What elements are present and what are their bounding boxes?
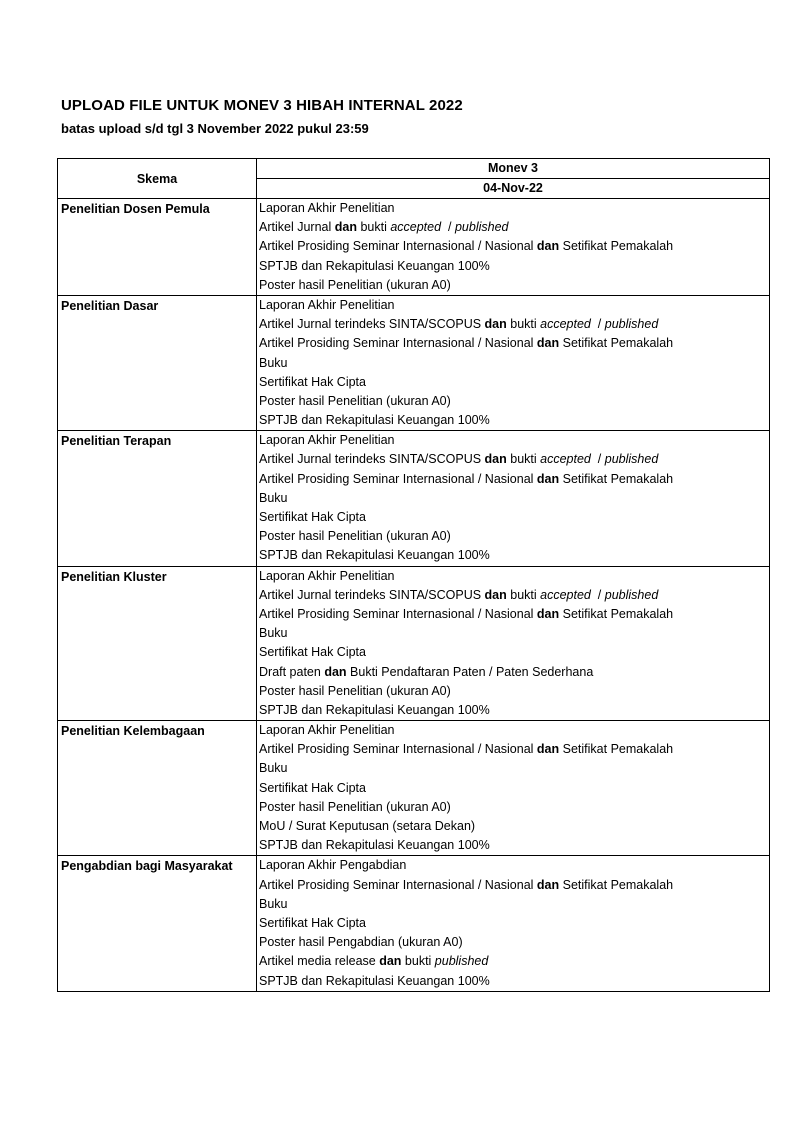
- requirement-text: SPTJB dan Rekapitulasi Keuangan 100%: [259, 838, 490, 853]
- requirement-item: [257, 682, 769, 701]
- requirement-item: [257, 489, 769, 508]
- requirement-text: MoU / Surat Keputusan (setara Dekan): [259, 819, 476, 833]
- requirement-item: [257, 470, 769, 489]
- requirement-text: Laporan Akhir Penelitian: [259, 297, 395, 312]
- requirement-item: [257, 701, 769, 720]
- requirement-text: bukti: [401, 954, 435, 969]
- requirement-item: [257, 836, 769, 855]
- requirement-item: [257, 199, 769, 218]
- requirement-text: Laporan Akhir Penelitian: [259, 201, 395, 215]
- requirement-item: [257, 237, 769, 256]
- requirement-text: Buku: [259, 761, 288, 776]
- requirement-item: [257, 276, 769, 295]
- requirement-text: Buku: [259, 626, 288, 641]
- requirement-text: Poster hasil Penelitian (ukuran A0): [259, 683, 451, 698]
- requirement-item: [257, 817, 769, 836]
- monev-table: [57, 158, 770, 992]
- requirement-item: [257, 933, 769, 952]
- requirement-text: bukti: [356, 220, 391, 235]
- table-body: [58, 199, 770, 992]
- requirement-text: SPTJB dan Rekapitulasi Keuangan 100%: [259, 258, 490, 273]
- requirement-item: [257, 546, 769, 565]
- requirement-text: published: [604, 587, 659, 602]
- requirement-item: [257, 721, 769, 740]
- requirement-item: [257, 392, 769, 411]
- requirement-text: Setifikat Pemakalah: [559, 606, 674, 621]
- table-row: [58, 566, 770, 721]
- requirement-text: Artikel Prosiding Seminar Internasional / Nasional: [259, 239, 537, 254]
- requirement-text: Sertifikat Hak Cipta: [259, 374, 366, 389]
- requirement-text: Setifikat Pemakalah: [559, 336, 674, 351]
- requirement-text: dan: [536, 606, 560, 621]
- requirements-cell: [257, 199, 770, 296]
- skema-cell: Penelitian Dosen Pemula: [58, 199, 257, 296]
- requirement-text: Artikel media release: [259, 954, 380, 969]
- requirement-text: Poster hasil Penelitian (ukuran A0): [259, 799, 451, 814]
- requirement-text: SPTJB dan Rekapitulasi Keuangan 100%: [259, 702, 490, 717]
- table-row: [58, 295, 770, 430]
- requirement-text: Sertifikat Hak Cipta: [259, 915, 366, 930]
- requirement-text: Laporan Akhir Penelitian: [259, 723, 395, 738]
- requirement-text: Laporan Akhir Penelitian: [259, 568, 395, 583]
- requirement-text: Artikel Prosiding Seminar Internasional / Nasional: [259, 877, 537, 892]
- requirement-text: Artikel Jurnal terindeks SINTA/SCOPUS: [259, 452, 485, 467]
- requirement-text: bukti: [506, 452, 541, 467]
- requirement-text: SPTJB dan Rekapitulasi Keuangan 100%: [259, 973, 490, 988]
- requirement-text: published: [604, 317, 659, 332]
- table-row: [58, 199, 770, 296]
- requirement-text: dan: [536, 336, 560, 351]
- requirement-text: Buku: [259, 355, 288, 370]
- requirement-text: /: [590, 317, 605, 332]
- requirement-item: [257, 373, 769, 392]
- requirement-item: [257, 740, 769, 759]
- requirement-text: Setifikat Pemakalah: [559, 877, 674, 892]
- requirement-text: Setifikat Pemakalah: [559, 742, 674, 757]
- requirement-text: dan: [536, 877, 560, 892]
- skema-cell: Penelitian Kluster: [58, 566, 257, 721]
- requirement-text: Poster hasil Penelitian (ukuran A0): [259, 393, 451, 408]
- requirement-item: [257, 895, 769, 914]
- column-header-skema: Skema: [58, 159, 257, 199]
- skema-cell: Penelitian Dasar: [58, 295, 257, 430]
- requirement-text: dan: [484, 452, 507, 467]
- requirement-item: [257, 586, 769, 605]
- requirement-text: bukti: [506, 317, 541, 332]
- table-row: [58, 431, 770, 566]
- requirement-text: dan: [536, 742, 560, 757]
- requirement-text: Buku: [259, 896, 288, 911]
- skema-cell: Penelitian Kelembagaan: [58, 721, 257, 856]
- requirement-item: [257, 952, 769, 971]
- requirement-item: [257, 876, 769, 895]
- requirements-cell: [257, 566, 770, 721]
- requirement-item: [257, 624, 769, 643]
- skema-cell: Penelitian Terapan: [58, 431, 257, 566]
- requirement-item: [257, 257, 769, 276]
- requirement-text: Sertifikat Hak Cipta: [259, 645, 366, 660]
- requirement-text: accepted: [540, 452, 591, 467]
- requirement-text: Poster hasil Pengabdian (ukuran A0): [259, 935, 463, 950]
- table-row: [58, 721, 770, 856]
- requirement-text: Artikel Jurnal terindeks SINTA/SCOPUS: [259, 587, 485, 602]
- requirement-item: [257, 972, 769, 991]
- requirement-text: Laporan Akhir Pengabdian: [259, 858, 407, 873]
- requirement-text: dan: [484, 317, 507, 332]
- requirement-item: [257, 567, 769, 586]
- requirement-item: [257, 411, 769, 430]
- requirement-text: Poster hasil Penelitian (ukuran A0): [259, 529, 451, 544]
- requirement-item: [257, 354, 769, 373]
- requirement-item: [257, 431, 769, 450]
- requirement-item: [257, 643, 769, 662]
- requirement-text: Artikel Jurnal: [259, 220, 335, 235]
- requirement-text: Setifikat Pemakalah: [559, 471, 674, 486]
- requirement-text: dan: [334, 220, 357, 235]
- requirement-text: dan: [324, 664, 347, 679]
- requirement-item: [257, 605, 769, 624]
- requirement-text: dan: [484, 587, 507, 602]
- requirements-cell: [257, 295, 770, 430]
- requirement-text: Sertifikat Hak Cipta: [259, 780, 366, 795]
- requirement-item: [257, 914, 769, 933]
- requirement-item: [257, 663, 769, 682]
- requirement-text: /: [441, 220, 455, 235]
- requirement-text: dan: [536, 471, 560, 486]
- requirement-text: Bukti Pendaftaran Paten / Paten Sederhana: [346, 664, 594, 679]
- requirement-item: [257, 218, 769, 237]
- requirement-text: published: [454, 220, 509, 235]
- requirements-cell: [257, 431, 770, 566]
- requirement-item: [257, 527, 769, 546]
- column-header-monev: Monev 3: [257, 159, 770, 179]
- requirement-item: [257, 296, 769, 315]
- requirement-text: accepted: [540, 317, 591, 332]
- requirement-text: Buku: [259, 490, 288, 505]
- page-title: UPLOAD FILE UNTUK MONEV 3 HIBAH INTERNAL 2022: [61, 97, 463, 114]
- requirement-text: published: [604, 452, 659, 467]
- requirement-text: published: [434, 954, 489, 969]
- requirement-item: [257, 450, 769, 469]
- requirement-text: /: [590, 452, 605, 467]
- requirement-text: accepted: [390, 220, 442, 235]
- column-header-date: 04-Nov-22: [257, 179, 770, 199]
- requirement-item: [257, 759, 769, 778]
- requirement-item: [257, 508, 769, 527]
- requirement-text: Artikel Prosiding Seminar Internasional / Nasional: [259, 742, 537, 757]
- requirement-text: Poster hasil Penelitian (ukuran A0): [259, 277, 451, 292]
- requirement-text: Laporan Akhir Penelitian: [259, 433, 395, 448]
- requirement-text: dan: [379, 954, 402, 969]
- requirement-item: [257, 315, 769, 334]
- requirement-text: Artikel Jurnal terindeks SINTA/SCOPUS: [259, 317, 485, 332]
- requirement-text: Sertifikat Hak Cipta: [259, 510, 366, 524]
- requirement-text: Artikel Prosiding Seminar Internasional / Nasional: [259, 336, 537, 351]
- requirements-cell: [257, 721, 770, 856]
- requirement-text: dan: [536, 239, 560, 254]
- requirement-text: accepted: [540, 587, 591, 602]
- requirement-text: SPTJB dan Rekapitulasi Keuangan 100%: [259, 548, 490, 563]
- requirement-item: [257, 779, 769, 798]
- requirement-text: Artikel Prosiding Seminar Internasional / Nasional: [259, 471, 537, 486]
- requirement-text: SPTJB dan Rekapitulasi Keuangan 100%: [259, 413, 490, 428]
- requirement-text: /: [590, 587, 605, 602]
- table-row: [58, 856, 770, 991]
- requirement-text: Setifikat Pemakalah: [559, 239, 674, 254]
- skema-cell: Pengabdian bagi Masyarakat: [58, 856, 257, 991]
- upload-deadline: batas upload s/d tgl 3 November 2022 pukul 23:59: [61, 121, 369, 136]
- requirement-text: bukti: [506, 587, 541, 602]
- requirement-item: [257, 334, 769, 353]
- requirement-text: Draft paten: [259, 664, 325, 679]
- requirement-text: Artikel Prosiding Seminar Internasional / Nasional: [259, 606, 537, 621]
- requirements-cell: [257, 856, 770, 991]
- requirement-item: [257, 856, 769, 875]
- requirement-item: [257, 798, 769, 817]
